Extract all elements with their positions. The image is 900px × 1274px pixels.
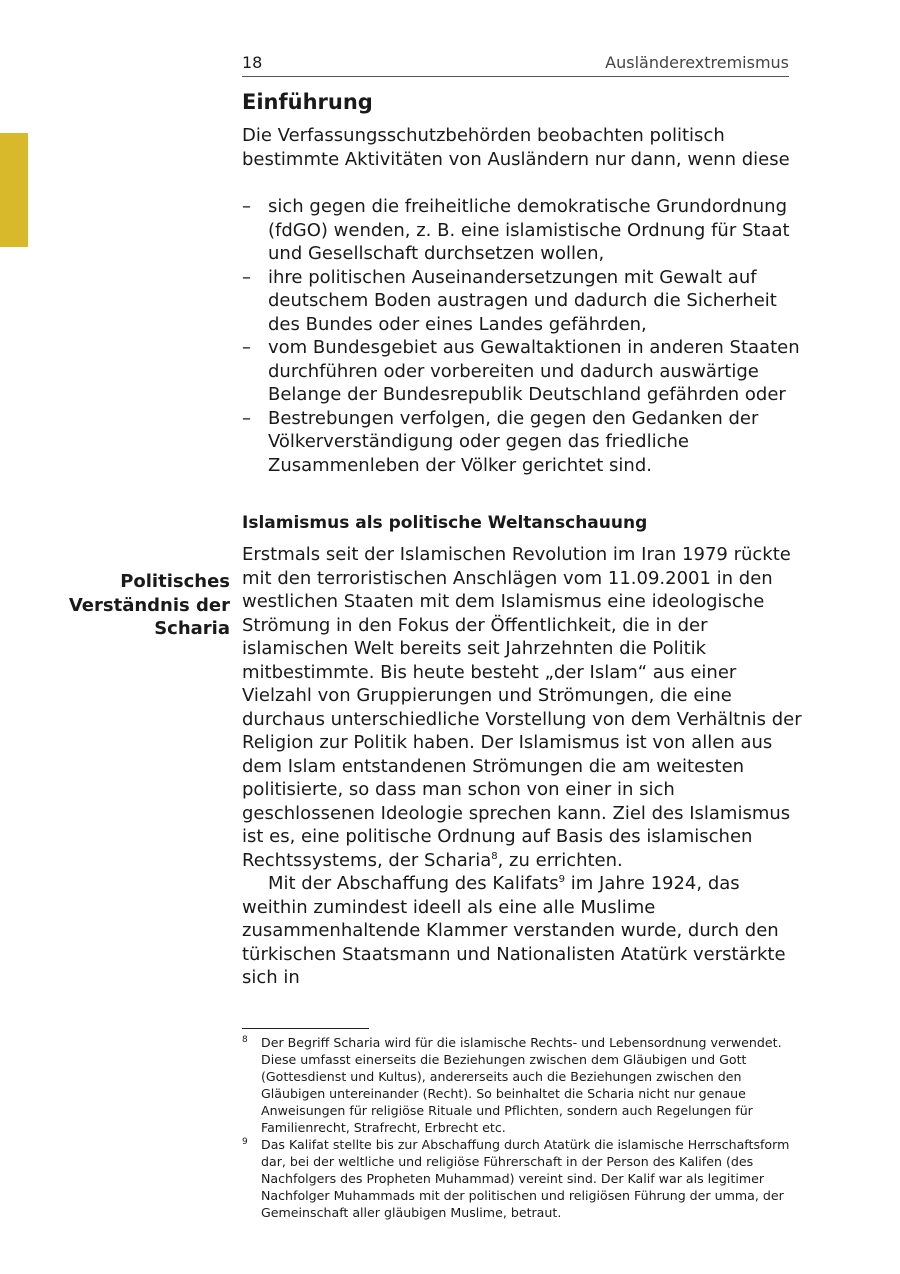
footnote-text: Das Kalifat stellte bis zur Abschaffung durch Atatürk die islamische Herrschaftsform dar, bei der weltliche und religiöse Führerschaft in der Person des Kalifen (des Nachfolgers des Propheten Muhammad) vereint sind. Der Kalif war als legitimer Nachfolger Muhammads mit der politischen und religiösen Führung der umma, der Gemeinschaft aller gläubigen Muslime, betraut.: [261, 1137, 790, 1220]
page-number: 18: [242, 53, 263, 72]
chapter-tab-marker: [0, 133, 28, 247]
margin-note-line: Verständnis der: [68, 594, 230, 616]
margin-note-line: Scharia: [154, 618, 230, 639]
paragraph-text: im Jahre 1924, das weithin zumindest ideell als eine alle Muslime zusammenhaltende Klammer verstanden wurde, durch den türkischen Staatsmann und Nationalisten Atatürk verstärkte sich in: [242, 873, 786, 988]
paragraph-text: , zu errichten.: [497, 849, 623, 871]
intro-paragraph: Die Verfassungsschutzbehörden beobachten politisch bestimmte Aktivitäten von Ausländern nur dann, wenn diese: [242, 125, 790, 170]
list-item: – vom Bundesgebiet aus Gewaltaktionen in anderen Staaten durchführen oder vorbereiten und dadurch auswärtige Belange der Bundesrepublik Deutschland gefährden oder: [242, 336, 802, 407]
paragraph-text: Mit der Abschaffung des Kalifats: [268, 873, 559, 894]
margin-note: [69, 570, 230, 641]
body-paragraph: [242, 543, 802, 872]
footnote: [242, 1136, 792, 1221]
page-title: Einführung: [242, 90, 373, 114]
footnotes: [242, 1034, 792, 1221]
section-title: Ausländerextremismus: [605, 53, 789, 72]
subheading: Islamismus als politische Weltanschauung: [242, 513, 648, 533]
footnote-number: 8: [242, 1035, 248, 1045]
main-content: [242, 88, 802, 990]
body-paragraph: [242, 872, 802, 990]
footnote-ref[interactable]: 9: [558, 874, 566, 885]
footnote: [242, 1034, 792, 1136]
running-header: [242, 52, 789, 77]
list-item: – Bestrebungen verfolgen, die gegen den Gedanken der Völkerverständigung oder gegen das friedliche Zusammenleben der Völker gerichtet sind.: [242, 407, 802, 478]
footnote-number: 9: [242, 1137, 248, 1147]
paragraph-text: Erstmals seit der Islamischen Revolution im Iran 1979 rückte mit den terroristischen Anschlägen vom 11.09.2001 in den westlichen Staaten mit dem Islamismus eine ideologische Strömung in den Fokus der Öffentlichkeit, die in der islamischen Welt bereits seit Jahrzehnten die Politik mitbestimmte. Bis heute besteht „der Islam“ aus einer Vielzahl von Gruppierungen und Strömungen, die eine durchaus unterschiedliche Vorstellung von dem Verhältnis der Religion zur Politik haben. Der Islamismus ist von allen aus dem Islam entstandenen Strömungen die am weitesten politisierte, so dass man schon von einer in sich geschlossenen Ideologie sprechen kann. Ziel des Islamismus ist es, eine politische Ordnung auf Basis des islamischen Rechtssystems, der Scharia: [242, 544, 802, 871]
condition-list: [242, 195, 802, 477]
margin-note-line: Politisches: [120, 571, 230, 592]
footnote-ref[interactable]: 8: [491, 850, 498, 862]
footnote-divider: [242, 1028, 369, 1029]
footnote-text: Der Begriff Scharia wird für die islamische Rechts- und Lebensordnung verwendet. Diese umfasst einerseits die Beziehungen zwischen dem Gläubigen und Gott (Gottesdienst und Kultus), andererseits auch die Beziehungen zwischen den Gläubigen untereinander (Recht). So beinhaltet die Scharia nicht nur genaue Anweisungen für religiöse Rituale und Pflichten, sondern auch Regelungen für Familienrecht, Strafrecht, Erbrecht etc.: [261, 1035, 782, 1135]
list-item: – ihre politischen Auseinandersetzungen mit Gewalt auf deutschem Boden austragen und dadurch die Sicherheit des Bundes oder eines Landes gefährden,: [242, 266, 802, 337]
list-item: – sich gegen die freiheitliche demokratische Grundordnung (fdGO) wenden, z. B. eine islamistische Ordnung für Staat und Gesellschaft durchsetzen wollen,: [242, 195, 802, 266]
